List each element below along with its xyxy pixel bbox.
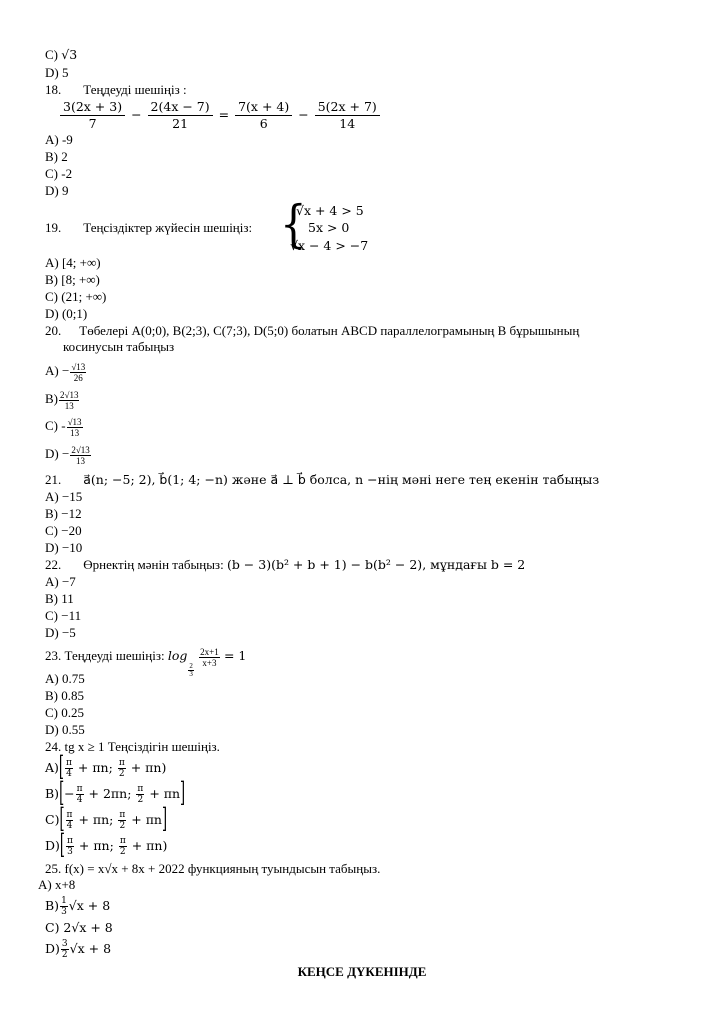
q19-option-a[interactable]: A) [4; +∞) [45, 255, 101, 270]
q23-option-a[interactable]: A) 0.75 [45, 671, 85, 686]
q23-option-b[interactable]: B) 0.85 [45, 688, 84, 703]
q19-ineq-3: √x − 4 > −7 [290, 238, 369, 253]
q24-option-b[interactable]: B)[− $\frac{\pi}{4}$ + 2πn; $\frac{\pi}{2}$ + πn] [45, 777, 186, 810]
q20-option-d[interactable]: D) − $\frac{2√13}{13}$ [45, 444, 90, 466]
q20-option-b[interactable]: B) $\frac{2√13}{13}$ [45, 389, 79, 411]
option-d-prev: D) 5 [45, 65, 69, 80]
q22-option-c[interactable]: C) −11 [45, 608, 82, 623]
section-title: КЕҢСЕ ДҮКЕНІНДЕ [297, 964, 427, 979]
q22-option-a[interactable]: A) −7 [45, 574, 76, 589]
q25-option-a[interactable]: A) x+8 [38, 877, 76, 892]
q21-option-b[interactable]: B) −12 [45, 506, 82, 521]
q22-option-b[interactable]: B) 11 [45, 591, 74, 606]
q25-option-d[interactable]: D) $\frac{3}{2}$ √x + 8 [45, 939, 112, 960]
q22-heading: 22. Өрнектің мәнін табыңыз: (b − 3)(b² + b + 1) − b(b² − 2), мұндағы b = 2 [45, 557, 526, 572]
q19-option-c[interactable]: C) (21; +∞) [45, 289, 107, 304]
q18-option-c[interactable]: C) -2 [45, 166, 73, 181]
q21-option-c[interactable]: C) −20 [45, 523, 82, 538]
q18-heading: 18. Теңдеуді шешіңіз : [45, 82, 187, 97]
q24-heading: 24. tg x ≥ 1 Теңсіздігін шешіңіз. [45, 739, 220, 754]
q21-heading: 21. a⃗(n; −5; 2), b⃗(1; 4; −n) және a⃗ ⊥ b⃗ болса, n −нің мәні неге тең екенін табыңыз [45, 472, 600, 487]
system-brace: { [280, 194, 307, 253]
q21-option-d[interactable]: D) −10 [45, 540, 83, 555]
q25-option-b[interactable]: B) $\frac{1}{3}$ √x + 8 [45, 896, 111, 917]
q19-option-d[interactable]: D) (0;1) [45, 306, 88, 321]
q19-option-b[interactable]: B) [8; +∞) [45, 272, 100, 287]
q23-option-d[interactable]: D) 0.55 [45, 722, 85, 737]
q18-equation: $\frac{3(2x + 3)}{7}$ − $\frac{2(4x - 7)}{21}$ = $\frac{7(x + 4)}{6}$ − $\frac{5(2x + 7)}{14}$ [58, 98, 382, 132]
q25-heading: 25. f(x) = x√x + 8x + 2022 функцияның туындысын табыңыз. [45, 861, 381, 876]
q19-heading: 19. Теңсіздіктер жүйесін шешіңіз: [45, 220, 253, 235]
q19-ineq-2: 5x > 0 [308, 220, 350, 235]
q22-option-d[interactable]: D) −5 [45, 625, 76, 640]
q20-option-a[interactable]: A) − $\frac{√13}{26}$ [45, 361, 86, 383]
q20-option-c[interactable]: C) - $\frac{√13}{13}$ [45, 416, 82, 438]
q24-option-c[interactable]: C)[ $\frac{\pi}{4}$ + πn; $\frac{\pi}{2}$ + πn] [45, 803, 168, 836]
q24-option-d[interactable]: D)[ $\frac{\pi}{3}$ + πn; $\frac{\pi}{2}$ + πn) [45, 829, 168, 862]
q20-heading-cont: косинусын табыңыз [63, 339, 175, 354]
q24-option-a[interactable]: A)[ $\frac{\pi}{4}$ + πn; $\frac{\pi}{2}$ + πn) [45, 751, 167, 784]
q21-option-a[interactable]: A) −15 [45, 489, 83, 504]
q20-heading: 20. Төбелері A(0;0), B(2;3), C(7;3), D(5;0) болатын ABCD параллелограмының B бұрышының [45, 323, 580, 338]
q23-heading: 23. Теңдеуді шешіңіз: log $\frac{2}{3}$ $\frac{2x+1}{x+3}$ = 1 [45, 646, 247, 678]
q18-option-a[interactable]: A) -9 [45, 132, 73, 147]
q18-option-b[interactable]: B) 2 [45, 149, 68, 164]
q18-option-d[interactable]: D) 9 [45, 183, 69, 198]
q23-option-c[interactable]: C) 0.25 [45, 705, 84, 720]
q19-ineq-1: √x + 4 > 5 [296, 203, 364, 218]
option-c-prev: C) √3 [45, 47, 78, 62]
q25-option-c[interactable]: C) 2√x + 8 [45, 920, 113, 935]
